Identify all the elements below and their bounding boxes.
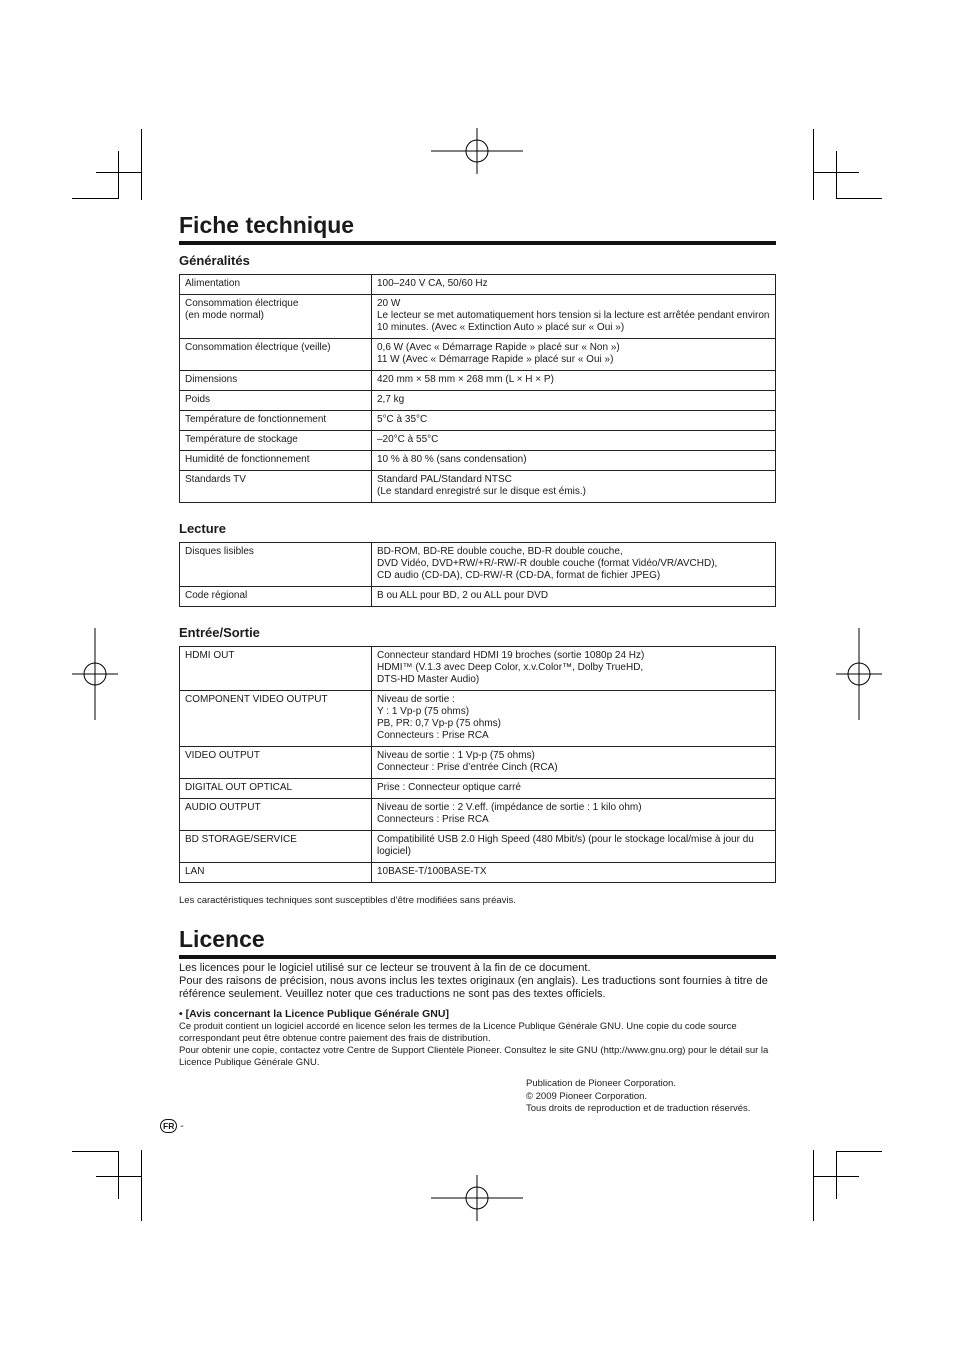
spec-row [180, 863, 776, 883]
spec-label: LAN [180, 863, 372, 883]
spec-row [180, 295, 776, 339]
lecture-heading: Lecture [179, 521, 226, 537]
publication-line-3: Tous droits de reproduction et de traduction réservés. [526, 1103, 751, 1114]
spec-value: 2,7 kg [372, 391, 776, 411]
spec-row [180, 431, 776, 451]
spec-row [180, 691, 776, 747]
spec-row [180, 647, 776, 691]
spec-row [180, 779, 776, 799]
spec-value: B ou ALL pour BD, 2 ou ALL pour DVD [372, 587, 776, 607]
spec-value: 20 W Le lecteur se met automatiquement hors tension si la lecture est arrêtée pendant environ 10 minutes. (Avec « Extinction Auto » placé sur « Oui ») [372, 295, 776, 339]
gnu-notice-text-1: Ce produit contient un logiciel accordé en licence selon les termes de la Licence Publique Générale GNU. Une copie du code source correspondant peut être obtenue contre paiement des frais de distribution. [179, 1020, 737, 1044]
spec-row [180, 587, 776, 607]
specs-note: Les caractéristiques techniques sont susceptibles d’être modifiées sans préavis. [179, 895, 516, 907]
entree-sortie-table [179, 646, 776, 883]
spec-label: Consommation électrique (en mode normal) [180, 295, 372, 339]
spec-row [180, 339, 776, 371]
publication-line-1: Publication de Pioneer Corporation. [526, 1078, 676, 1089]
spec-label: Humidité de fonctionnement [180, 451, 372, 471]
spec-label: Alimentation [180, 275, 372, 295]
spec-row [180, 451, 776, 471]
registration-mark-bottom [431, 1175, 523, 1221]
spec-value: Niveau de sortie : 1 Vp-p (75 ohms) Connecteur : Prise d’entrée Cinch (RCA) [372, 747, 776, 779]
spec-label: VIDEO OUTPUT [180, 747, 372, 779]
spec-label: Température de fonctionnement [180, 411, 372, 431]
spec-row [180, 799, 776, 831]
lecture-table [179, 542, 776, 607]
registration-mark-top [431, 128, 523, 174]
spec-label: AUDIO OUTPUT [180, 799, 372, 831]
document-body [179, 212, 776, 1069]
spec-row [180, 471, 776, 503]
spec-label: Température de stockage [180, 431, 372, 451]
publication-line-2: © 2009 Pioneer Corporation. [526, 1090, 648, 1102]
spec-value: 10 % à 80 % (sans condensation) [372, 451, 776, 471]
spec-label: Poids [180, 391, 372, 411]
spec-value: Niveau de sortie : 2 V.eff. (impédance de sortie : 1 kilo ohm) Connecteurs : Prise RCA [372, 799, 776, 831]
spec-label: BD STORAGE/SERVICE [180, 831, 372, 863]
entree-sortie-heading: Entrée/Sortie [179, 625, 260, 641]
spec-value: Compatibilité USB 2.0 High Speed (480 Mbit/s) (pour le stockage local/mise à jour du logiciel) [372, 831, 776, 863]
spec-value: 420 mm × 58 mm × 268 mm (L × H × P) [372, 371, 776, 391]
fiche-title: Fiche technique [179, 212, 776, 245]
spec-value: 5°C à 35°C [372, 411, 776, 431]
spec-value: 0,6 W (Avec « Démarrage Rapide » placé sur « Non ») 11 W (Avec « Démarrage Rapide » placé sur « Oui ») [372, 339, 776, 371]
spec-value: 10BASE-T/100BASE-TX [372, 863, 776, 883]
spec-row [180, 371, 776, 391]
spec-value: –20°C à 55°C [372, 431, 776, 451]
page-dash: - [180, 1120, 184, 1132]
page-marker [160, 1119, 184, 1133]
spec-label: Disques lisibles [180, 543, 372, 587]
generalites-table [179, 274, 776, 503]
gnu-notice-text-2: Pour obtenir une copie, contactez votre Centre de Support Clientèle Pioneer. Consultez le site GNU (http://www.gnu.org) pour le détail sur la Licence Publique Générale GNU. [179, 1044, 769, 1068]
spec-label: Standards TV [180, 471, 372, 503]
publication-info [526, 1078, 750, 1116]
spec-label: Consommation électrique (veille) [180, 339, 372, 371]
spec-label: COMPONENT VIDEO OUTPUT [180, 691, 372, 747]
spec-row [180, 831, 776, 863]
licence-para-2: Pour des raisons de précision, nous avons inclus les textes originaux (en anglais). Les traductions sont fournies à titre de référence seulement. Veuillez noter que ces traductions ne sont pas des textes officiels. [179, 974, 768, 1000]
registration-mark-left [72, 628, 118, 720]
spec-value: Niveau de sortie : Y : 1 Vp-p (75 ohms) PB, PR: 0,7 Vp-p (75 ohms) Connecteurs : Prise RCA [372, 691, 776, 747]
spec-label: Dimensions [180, 371, 372, 391]
spec-value: Connecteur standard HDMI 19 broches (sortie 1080p 24 Hz) HDMI™ (V.1.3 avec Deep Color, x.v.Color™, Dolby TrueHD, DTS-HD Master Audio) [372, 647, 776, 691]
licence-title: Licence [179, 926, 776, 959]
spec-row [180, 411, 776, 431]
spec-label: DIGITAL OUT OPTICAL [180, 779, 372, 799]
spec-value: 100–240 V CA, 50/60 Hz [372, 275, 776, 295]
language-badge: FR [160, 1119, 177, 1133]
spec-value: Standard PAL/Standard NTSC (Le standard enregistré sur le disque est émis.) [372, 471, 776, 503]
spec-label: Code régional [180, 587, 372, 607]
spec-row [180, 275, 776, 295]
spec-row [180, 747, 776, 779]
spec-row [180, 391, 776, 411]
spec-label: HDMI OUT [180, 647, 372, 691]
generalites-heading: Généralités [179, 252, 250, 268]
spec-value: Prise : Connecteur optique carré [372, 779, 776, 799]
licence-para-1: Les licences pour le logiciel utilisé sur ce lecteur se trouvent à la fin de ce document. [179, 961, 591, 974]
spec-value: BD-ROM, BD-RE double couche, BD-R double couche, DVD Vidéo, DVD+RW/+R/-RW/-R double couche (format Vidéo/VR/AVCHD), CD audio (CD-DA), CD-RW/-R (CD-DA, format de fichier JPEG) [372, 543, 776, 587]
gnu-notice-heading: • [Avis concernant la Licence Publique Générale GNU] [179, 1007, 449, 1020]
registration-mark-right [836, 628, 882, 720]
spec-row [180, 543, 776, 587]
